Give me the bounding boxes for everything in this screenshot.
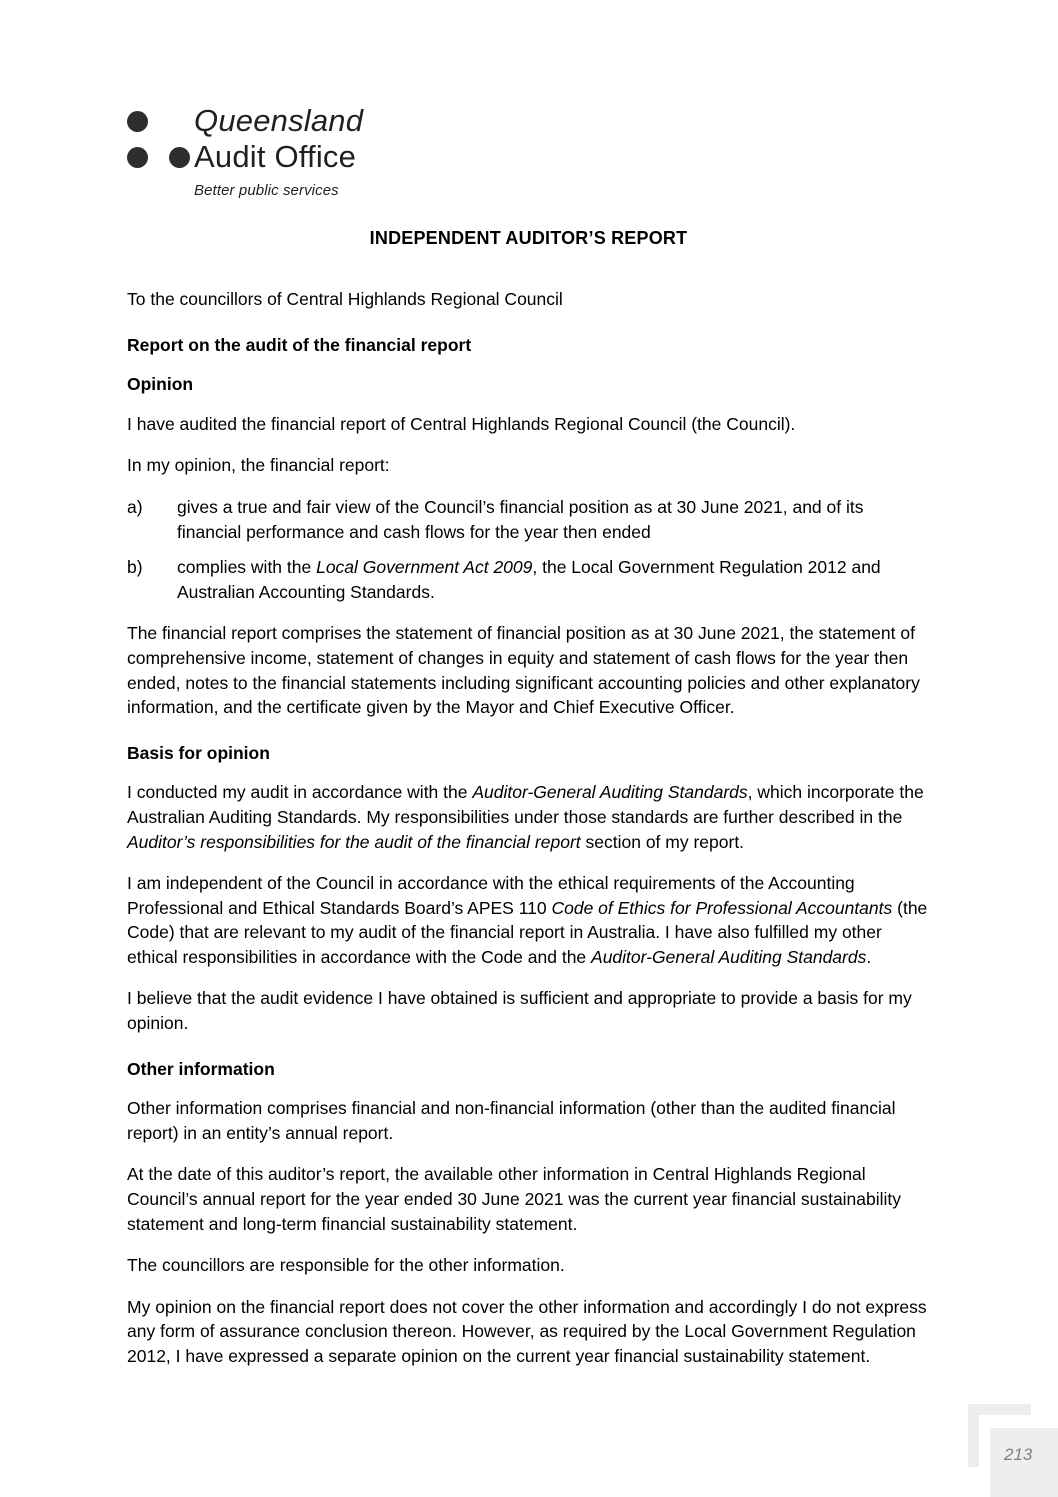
basis-paragraph-2 — [127, 871, 930, 969]
basis-p2-text-a: I am independent of the Council in accordance with the ethical requirements of the Accounting Professional and Ethical Standards Board’s APES 110 — [127, 873, 855, 918]
opinion-paragraph-2: In my opinion, the financial report: — [127, 455, 390, 476]
opinion-paragraph-1: I have audited the financial report of Central Highlands Regional Council (the Council). — [127, 413, 796, 434]
document-body — [127, 228, 930, 1386]
logo-tagline: Better public services — [194, 182, 339, 199]
list-item — [127, 555, 930, 604]
logo-dot-top-left — [127, 111, 148, 132]
page-title: INDEPENDENT AUDITOR’S REPORT — [369, 228, 688, 248]
heading-basis-for-opinion: Basis for opinion — [127, 742, 270, 763]
other-info-paragraph-3: The councillors are responsible for the other information. — [127, 1255, 565, 1276]
list-item-text: complies with the — [177, 557, 317, 578]
basis-p2-italic-auditor-general-standards: Auditor-General Auditing Standards — [591, 946, 867, 967]
list-item-text: gives a true and fair view of the Council’s financial position as at 30 June 2021, and of its financial performance and cash flows for the year then ended — [177, 496, 864, 542]
logo-dot-bottom-right — [169, 147, 190, 168]
logo-line-two — [124, 139, 524, 175]
other-info-paragraph-4: My opinion on the financial report does not cover the other information and accordingly I do not express any form of assurance conclusion thereon. However, as required by the Local Government Regulation 2012, I have expressed a separate opinion on the current year financial sustainability statement. — [127, 1296, 927, 1366]
logo-dots-top — [124, 103, 194, 139]
basis-p2-text-b: (the Code) that are relevant to my audit of the financial report in Australia. I have also fulfilled my other ethical responsibilities in accordance with the Code and the — [127, 897, 928, 967]
basis-p1-text-a: I conducted my audit in accordance with the — [127, 782, 473, 803]
heading-opinion: Opinion — [127, 374, 194, 395]
page-number: 213 — [1004, 1445, 1033, 1464]
list-marker: a) — [127, 496, 143, 517]
basis-p1-italic-auditor-general-standards: Auditor-General Auditing Standards — [472, 782, 748, 803]
basis-p2-italic-code-of-ethics: Code of Ethics for Professional Accountants — [551, 897, 893, 918]
qao-logo — [124, 103, 524, 199]
basis-p1-text-b: , which incorporate the Australian Auditing Standards. My responsibilities under those standards are further described in the — [127, 782, 924, 827]
heading-report-on-audit: Report on the audit of the financial report — [127, 334, 472, 355]
list-item-text-italic: Local Government Act 2009 — [316, 557, 533, 578]
footer-corner-motif — [940, 1390, 1058, 1497]
basis-p2-text-c: . — [866, 946, 872, 967]
list-item-text-cont: , the Local Government Regulation 2012 and Australian Accounting Standards. — [177, 557, 881, 602]
basis-p1-italic-auditor-responsibilities: Auditor’s responsibilities for the audit of the financial report — [127, 831, 581, 852]
list-item — [127, 495, 930, 544]
list-marker: b) — [127, 557, 143, 578]
logo-wordmark-queensland: Queensland — [194, 103, 364, 138]
logo-dot-bottom-left — [127, 147, 148, 168]
addressee-line: To the councillors of Central Highlands Regional Council — [127, 289, 563, 309]
logo-wordmark-audit-office: Audit Office — [194, 139, 357, 174]
basis-p1-text-c: section of my report. — [580, 831, 745, 852]
logo-line-one — [124, 103, 524, 139]
basis-paragraph-1 — [127, 780, 930, 854]
opinion-list — [127, 495, 930, 604]
logo-dots-bottom — [124, 139, 194, 175]
other-info-paragraph-2: At the date of this auditor’s report, the available other information in Central Highlands Regional Council’s annual report for the year ended 30 June 2021 was the current year financial sustainability statement and long-term financial sustainability statement. — [127, 1164, 902, 1234]
heading-other-information: Other information — [127, 1058, 275, 1079]
opinion-paragraph-3: The financial report comprises the statement of financial position as at 30 June 2021, the statement of comprehensive income, statement of changes in equity and statement of cash flows for the year then ended, notes to the financial statements including significant accounting policies and other explanatory information, and the certificate given by the Mayor and Chief Executive Officer. — [127, 623, 920, 718]
basis-paragraph-3: I believe that the audit evidence I have obtained is sufficient and appropriate to provide a basis for my opinion. — [127, 988, 912, 1034]
other-info-paragraph-1: Other information comprises financial and non-financial information (other than the audited financial report) in an entity’s annual report. — [127, 1098, 896, 1143]
